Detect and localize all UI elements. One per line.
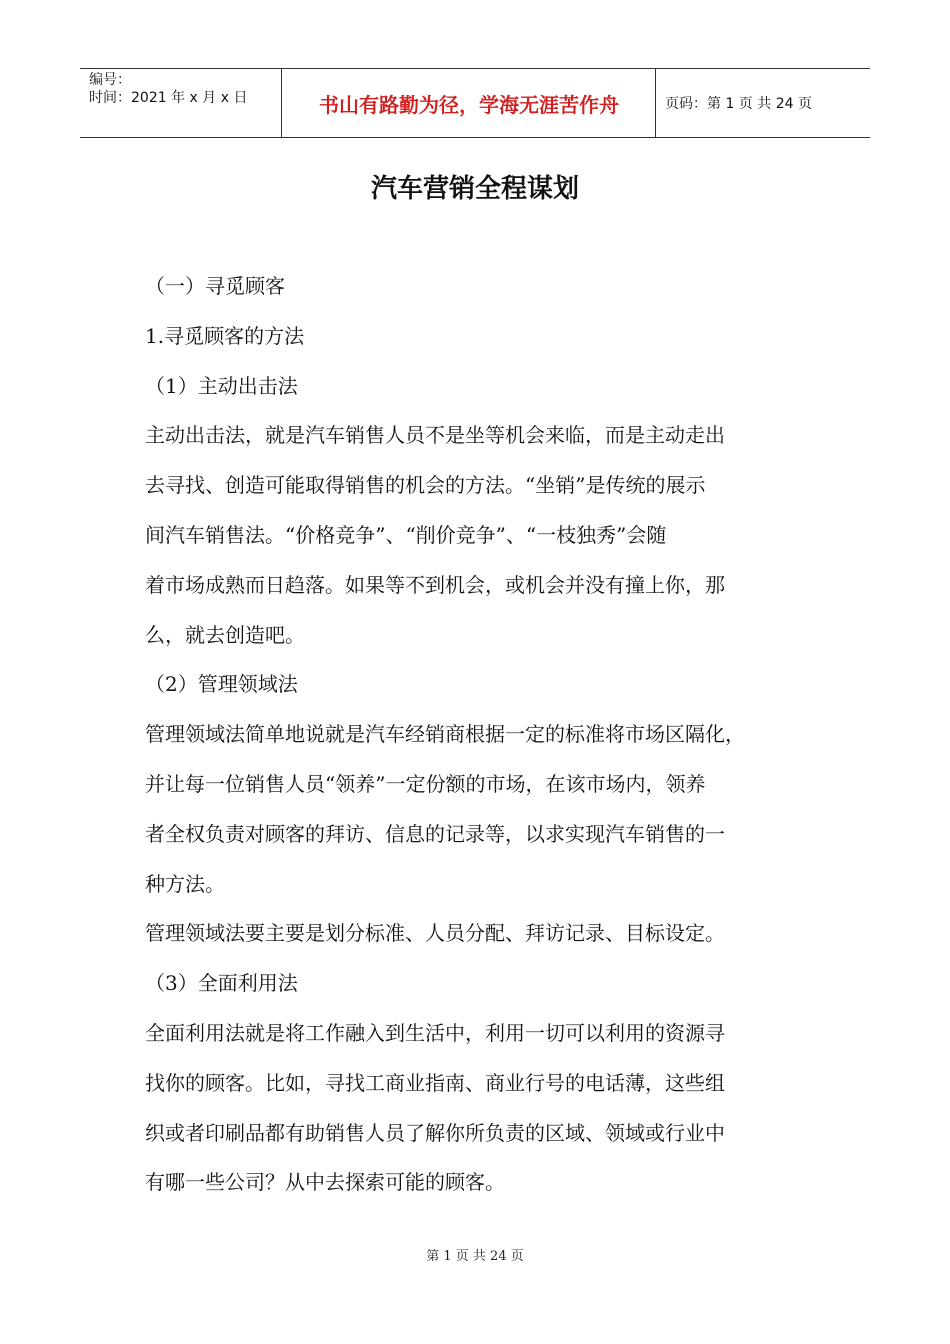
body-line: 找你的顾客。比如，寻找工商业指南、商业行号的电话薄，这些组 xyxy=(145,1070,725,1095)
body-line: （3）全面利用法 xyxy=(145,971,298,996)
body-line: 者全权负责对顾客的拜访、信息的记录等，以求实现汽车销售的一 xyxy=(145,821,725,846)
header-divider xyxy=(281,69,282,137)
motto: 书山有路勤为径，学海无涯苦作舟 xyxy=(319,92,619,117)
header-left-cell xyxy=(89,71,247,107)
body-line: 主动出击法，就是汽车销售人员不是坐等机会来临，而是主动走出 xyxy=(145,423,725,448)
body-line: 织或者印刷品都有助销售人员了解你所负责的区域、领域或行业中 xyxy=(145,1120,725,1145)
header-divider xyxy=(655,69,656,137)
document-body xyxy=(145,262,815,1208)
body-line: 1.寻觅顾客的方法 xyxy=(145,323,305,348)
body-line: 种方法。 xyxy=(145,871,225,896)
body-line: 去寻找、创造可能取得销售的机会的方法。“坐销”是传统的展示 xyxy=(145,473,706,498)
body-line: 着市场成熟而日趋落。如果等不到机会，或机会并没有撞上你，那 xyxy=(145,572,725,597)
header-page-info: 页码：第 1 页 共 24 页 xyxy=(665,96,812,112)
body-line: 有哪一些公司？从中去探索可能的顾客。 xyxy=(145,1170,505,1195)
body-line: （1）主动出击法 xyxy=(145,373,298,398)
page-footer: 第 1 页 共 24 页 xyxy=(426,1249,524,1264)
body-line: 间汽车销售法。“价格竞争”、“削价竞争”、“一枝独秀”会随 xyxy=(145,522,667,547)
body-line: 管理领域法要主要是划分标准、人员分配、拜访记录、目标设定。 xyxy=(145,921,725,946)
body-line: （2）管理领域法 xyxy=(145,672,298,697)
body-line: 管理领域法简单地说就是汽车经销商根据一定的标准将市场区隔化， xyxy=(145,722,745,747)
time-label: 时间：2021 年 x 月 x 日 xyxy=(89,90,248,106)
body-line: 并让每一位销售人员“领养”一定份额的市场，在该市场内，领养 xyxy=(145,771,706,796)
body-line: 全面利用法就是将工作融入到生活中，利用一切可以利用的资源寻 xyxy=(145,1020,725,1045)
number-label: 编号： xyxy=(89,72,131,88)
header-table xyxy=(80,68,870,138)
body-line: （一）寻觅顾客 xyxy=(145,274,285,298)
document-title: 汽车营销全程谋划 xyxy=(370,174,579,204)
body-line: 么，就去创造吧。 xyxy=(145,622,305,647)
